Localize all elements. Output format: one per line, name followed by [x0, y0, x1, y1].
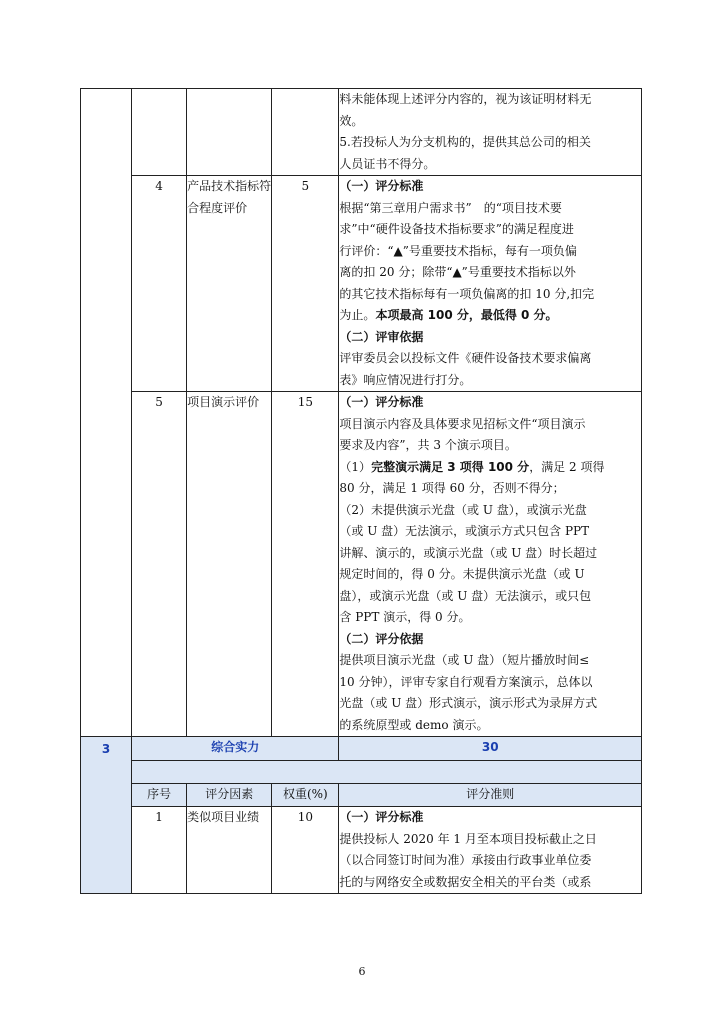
criteria-bold-text: （一）评分标准	[339, 395, 424, 409]
criteria-line	[339, 327, 641, 349]
criteria-line	[339, 219, 641, 241]
item-number: 4	[132, 176, 187, 392]
criteria-text: 提供项目演示光盘（或 U 盘）（短片播放时间≤	[339, 653, 590, 667]
criteria-text: ，满足 2 项得	[529, 459, 605, 474]
table-row	[81, 807, 642, 894]
criteria-bold-text: （二）评审依据	[339, 329, 424, 344]
criteria-line	[339, 154, 641, 176]
criteria-line	[339, 392, 641, 414]
criteria-text: 10 分钟），评审专家自行观看方案演示，总体以	[339, 674, 593, 689]
criteria-text: 的其它技术指标每有一项负偏离的扣 10 分,扣完	[339, 286, 595, 301]
scoring-table	[80, 88, 642, 894]
criteria-line	[339, 457, 641, 479]
criteria-line	[339, 348, 641, 370]
section-number: 3	[81, 737, 132, 894]
criteria-bold-text: （一）评分标准	[339, 810, 424, 824]
column-header-row	[81, 784, 642, 807]
criteria-text: 表》响应情况进行打分。	[339, 372, 472, 387]
criteria-text: （以合同签订时间为准）承接由行政事业单位委	[339, 853, 592, 867]
section-title: 综合实力	[132, 737, 339, 761]
item-weight	[272, 89, 339, 176]
criteria-text: 5.若投标人为分支机构的，提供其总公司的相关	[339, 135, 591, 149]
criteria-line	[339, 650, 641, 672]
criteria-line	[339, 521, 641, 543]
criteria-line	[339, 111, 641, 133]
criteria-text: （或 U 盘）无法演示，或演示方式只包含 PPT	[339, 524, 590, 538]
scoring-factor: 产品技术指标符合程度评价	[187, 176, 272, 392]
item-number	[132, 89, 187, 176]
criteria-text: 效。	[339, 113, 364, 128]
criteria-text: 离的扣 20 分；除带“▲”号重要技术指标以外	[339, 265, 576, 279]
table-row	[81, 176, 642, 392]
criteria-text: 要求及内容”，共 3 个演示项目。	[339, 438, 517, 452]
criteria-bold-text: 本项最高 100 分，最低得 0 分。	[375, 308, 558, 322]
criteria-line	[339, 478, 641, 500]
item-weight: 10	[272, 807, 339, 894]
criteria-line	[339, 241, 641, 263]
criteria-text: 评审委员会以投标文件《硬件设备技术要求偏离	[339, 351, 592, 365]
criteria-line	[339, 132, 641, 154]
criteria-text: 含 PPT 演示，得 0 分。	[339, 610, 471, 624]
scoring-factor: 项目演示评价	[187, 392, 272, 737]
criteria-line	[339, 672, 641, 694]
scoring-criteria	[339, 176, 642, 392]
criteria-line	[339, 607, 641, 629]
criteria-line	[339, 500, 641, 522]
spacer-cell	[132, 761, 642, 784]
criteria-line	[339, 872, 641, 894]
header-factor: 评分因素	[187, 784, 272, 807]
criteria-text: 行评价：“▲”号重要技术指标，每有一项负偏	[339, 243, 577, 258]
criteria-text: 根据“第三章用户需求书” 的“项目技术要	[339, 200, 562, 215]
criteria-line	[339, 543, 641, 565]
criteria-text: 人员证书不得分。	[339, 156, 436, 171]
criteria-text: 求”中“硬件设备技术指标要求”的满足程度进	[339, 222, 574, 236]
section-index-cell	[81, 89, 132, 737]
criteria-line	[339, 850, 641, 872]
criteria-text: 料未能体现上述评分内容的，视为该证明材料无	[339, 92, 592, 106]
section-score: 30	[339, 737, 642, 761]
criteria-line	[339, 262, 641, 284]
criteria-line	[339, 435, 641, 457]
scoring-criteria	[339, 807, 642, 894]
criteria-text: 托的与网络安全或数据安全相关的平台类（或系	[339, 874, 592, 889]
criteria-text: 规定时间的，得 0 分。未提供演示光盘（或 U	[339, 567, 585, 581]
section-header-row	[81, 737, 642, 761]
criteria-text: （2）未提供演示光盘（或 U 盘），或演示光盘	[339, 502, 587, 517]
criteria-text: 项目演示内容及具体要求见招标文件“项目演示	[339, 416, 586, 431]
page-number: 6	[358, 965, 366, 978]
criteria-line	[339, 693, 641, 715]
criteria-line	[339, 715, 641, 737]
scoring-criteria	[339, 89, 642, 176]
criteria-text: 为止。	[339, 308, 376, 322]
header-weight: 权重(%)	[272, 784, 339, 807]
criteria-text: 盘），或演示光盘（或 U 盘）无法演示，或只包	[339, 588, 592, 603]
criteria-text: 80 分，满足 1 项得 60 分，否则不得分；	[339, 481, 565, 495]
scoring-criteria	[339, 392, 642, 737]
criteria-line	[339, 829, 641, 851]
criteria-line	[339, 370, 641, 392]
criteria-line	[339, 176, 641, 198]
criteria-line	[339, 414, 641, 436]
item-number: 1	[132, 807, 187, 894]
criteria-line	[339, 305, 641, 327]
item-weight: 5	[272, 176, 339, 392]
criteria-line	[339, 284, 641, 306]
criteria-text: （1）	[339, 459, 372, 474]
criteria-line	[339, 89, 641, 111]
table-row	[81, 392, 642, 737]
criteria-line	[339, 198, 641, 220]
criteria-text: 的系统原型或 demo 演示。	[339, 717, 489, 732]
criteria-line	[339, 629, 641, 651]
criteria-text: 讲解、演示的，或演示光盘（或 U 盘）时长超过	[339, 545, 598, 560]
criteria-line	[339, 807, 641, 829]
table-row	[81, 89, 642, 176]
item-weight: 15	[272, 392, 339, 737]
scoring-factor: 类似项目业绩	[187, 807, 272, 894]
criteria-text: 光盘（或 U 盘）形式演示，演示形式为录屏方式	[339, 696, 598, 710]
criteria-line	[339, 564, 641, 586]
criteria-line	[339, 586, 641, 608]
header-no: 序号	[132, 784, 187, 807]
item-number: 5	[132, 392, 187, 737]
criteria-bold-text: （一）评分标准	[339, 179, 424, 193]
scoring-factor	[187, 89, 272, 176]
section-spacer-row	[81, 761, 642, 784]
criteria-bold-text: 完整演示满足 3 项得 100 分	[371, 459, 530, 474]
criteria-bold-text: （二）评分依据	[339, 631, 424, 646]
header-criteria: 评分准则	[339, 784, 642, 807]
criteria-text: 提供投标人 2020 年 1 月至本项目投标截止之日	[339, 831, 597, 846]
